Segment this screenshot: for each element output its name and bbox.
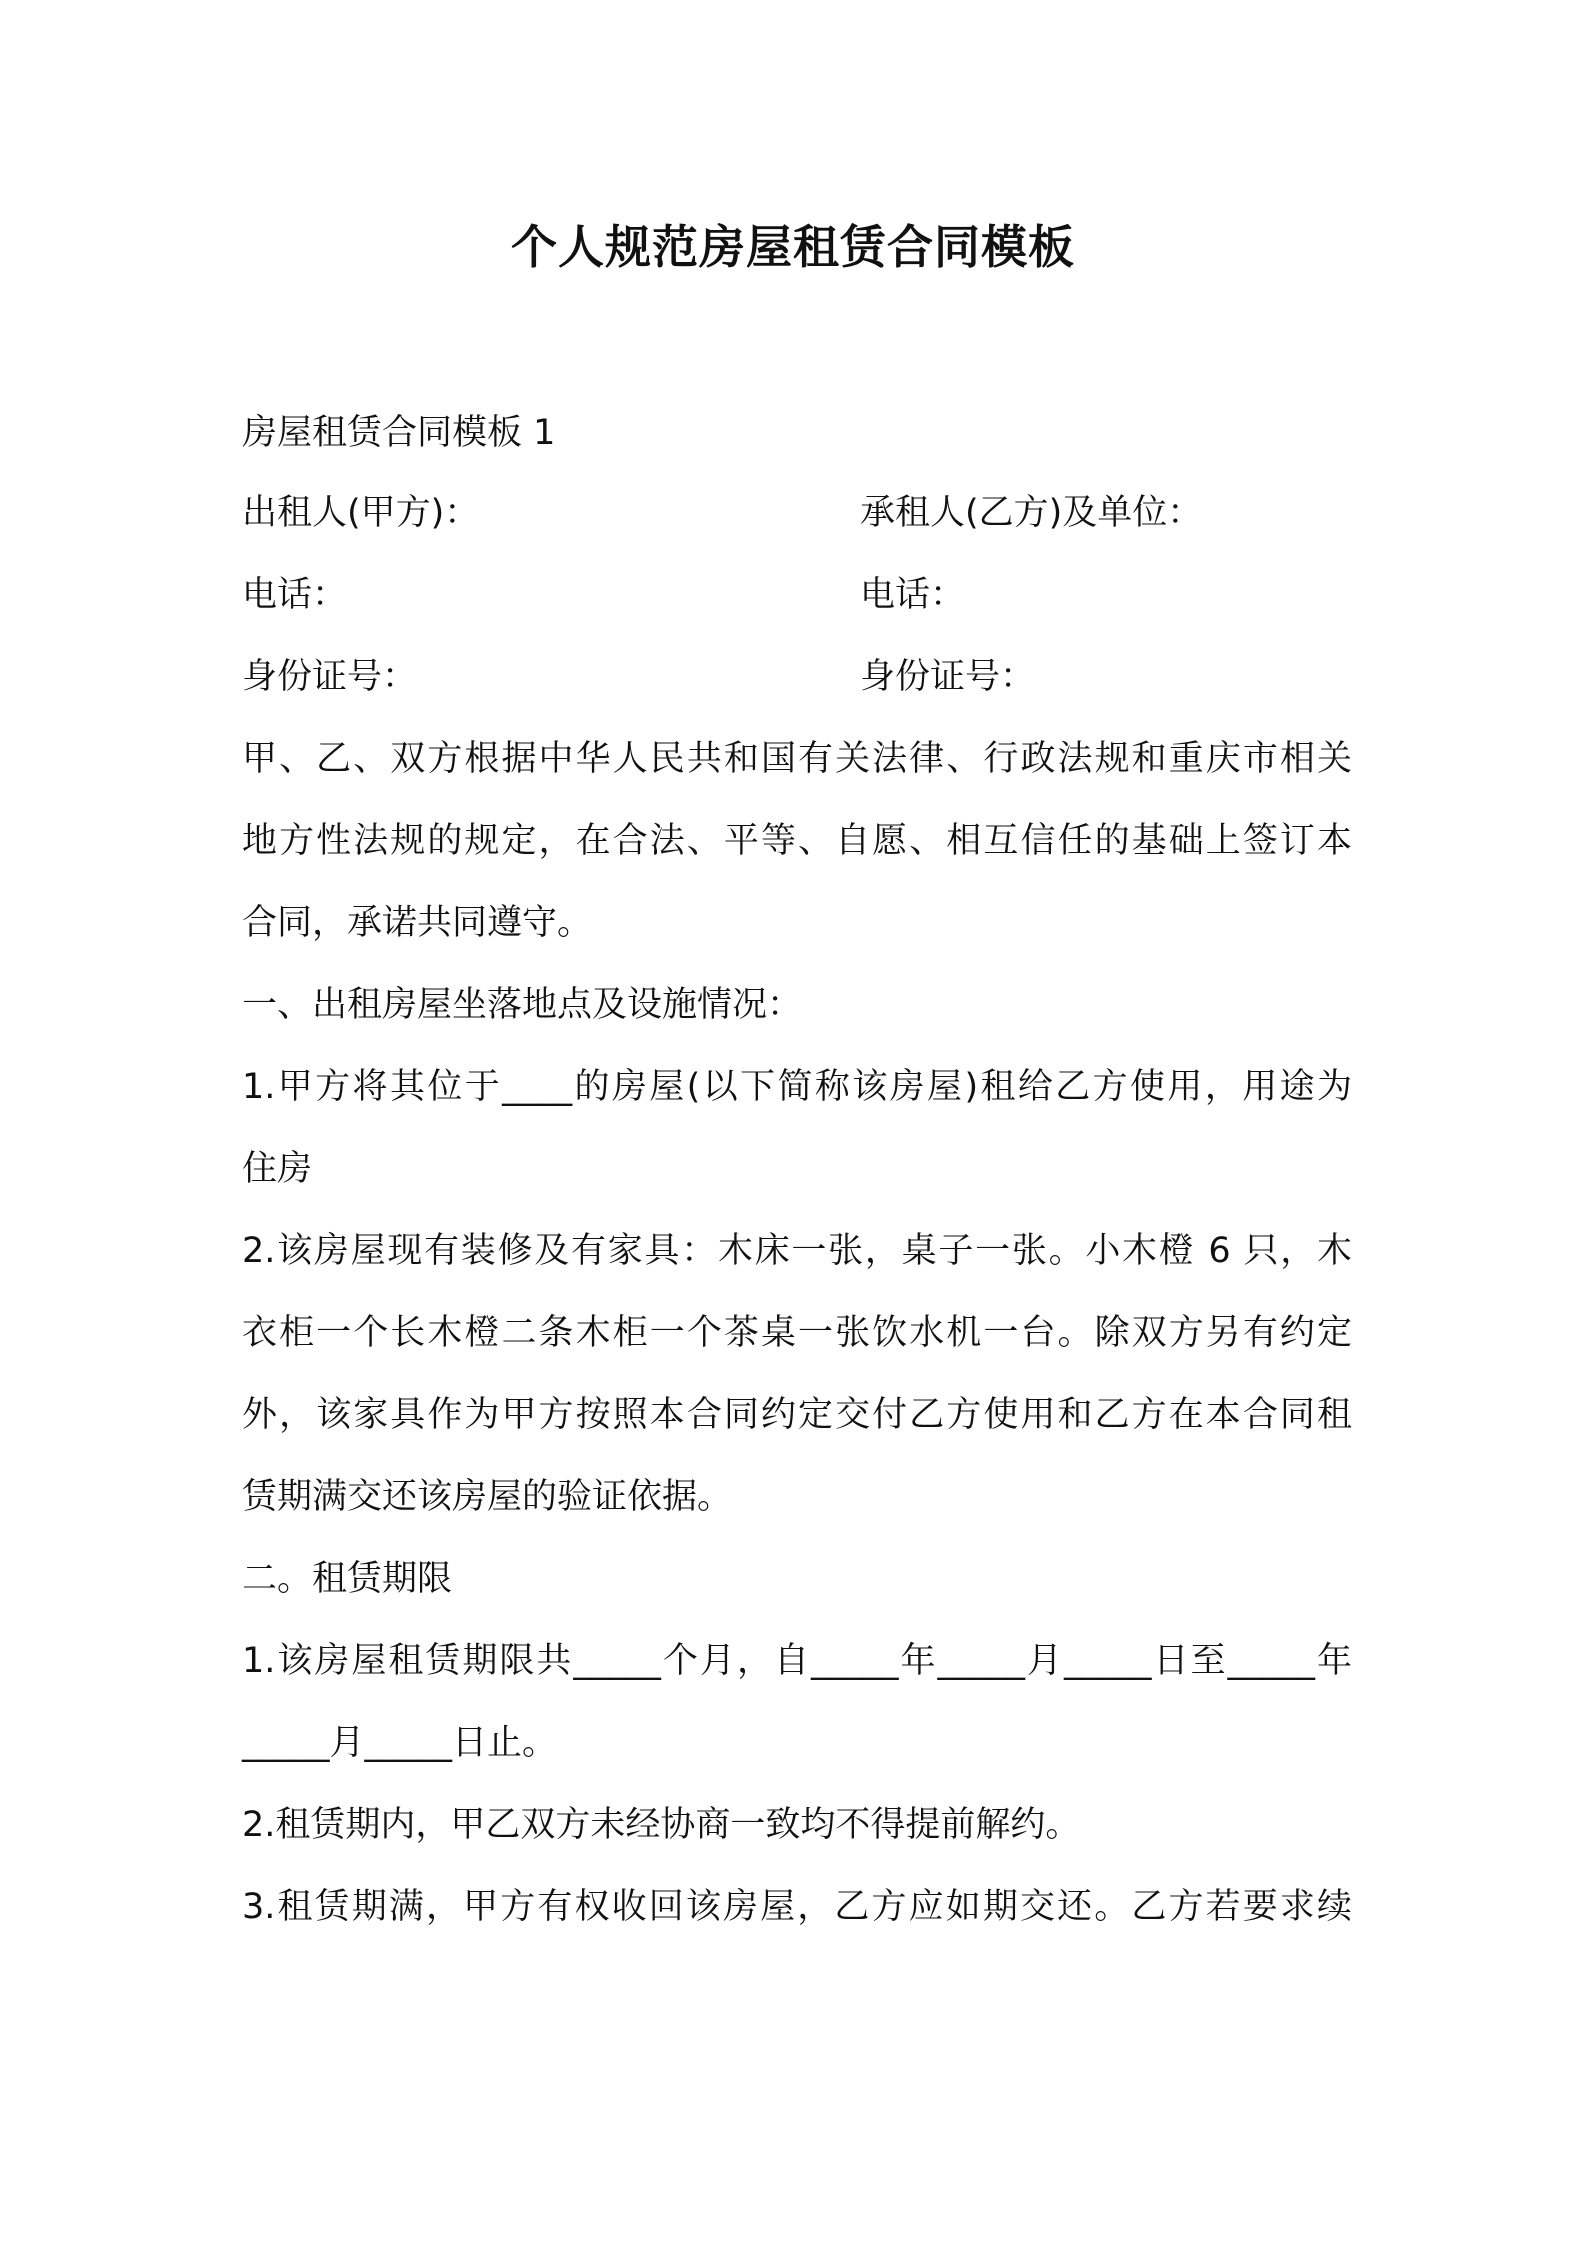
section2-item1-line: 1.该房屋租赁期限共_____个月，自_____年_____月_____日至_____年 bbox=[242, 1641, 1352, 1681]
document-title: 个人规范房屋租赁合同模板 bbox=[511, 220, 1075, 274]
lessee-id-label: 身份证号： bbox=[860, 657, 1036, 697]
section1-item2-line: 外，该家具作为甲方按照本合同约定交付乙方使用和乙方在本合同租 bbox=[242, 1395, 1352, 1435]
template-subtitle: 房屋租赁合同模板 1 bbox=[242, 413, 556, 453]
section1-item1-line: 住房 bbox=[242, 1149, 313, 1189]
section1-item2-line: 2.该房屋现有装修及有家具：木床一张，桌子一张。小木橙 6 只，木 bbox=[242, 1231, 1352, 1271]
section2-item3: 3.租赁期满，甲方有权收回该房屋，乙方应如期交还。乙方若要求续 bbox=[242, 1887, 1352, 1927]
section1-item2-line: 赁期满交还该房屋的验证依据。 bbox=[242, 1477, 733, 1517]
lessor-id-label: 身份证号： bbox=[242, 657, 418, 697]
preamble-line: 合同，承诺共同遵守。 bbox=[242, 903, 593, 943]
section2-heading: 二。租赁期限 bbox=[242, 1559, 453, 1599]
preamble-line: 地方性法规的规定，在合法、平等、自愿、相互信任的基础上签订本 bbox=[242, 821, 1352, 861]
lessee-phone-label: 电话： bbox=[860, 575, 966, 615]
section1-item1-line: 1.甲方将其位于____的房屋(以下简称该房屋)租给乙方使用，用途为 bbox=[242, 1067, 1352, 1107]
lessor-phone-label: 电话： bbox=[242, 575, 348, 615]
section2-item2: 2.租赁期内，甲乙双方未经协商一致均不得提前解约。 bbox=[242, 1805, 1081, 1845]
section1-heading: 一、出租房屋坐落地点及设施情况： bbox=[242, 985, 803, 1025]
lessee-label: 承租人(乙方)及单位： bbox=[860, 493, 1203, 533]
section1-item2-line: 衣柜一个长木橙二条木柜一个茶桌一张饮水机一台。除双方另有约定 bbox=[242, 1313, 1352, 1353]
section2-item1-line: _____月_____日止。 bbox=[242, 1723, 558, 1763]
lessor-label: 出租人(甲方)： bbox=[242, 493, 480, 533]
preamble-line: 甲、乙、双方根据中华人民共和国有关法律、行政法规和重庆市相关 bbox=[242, 739, 1352, 779]
